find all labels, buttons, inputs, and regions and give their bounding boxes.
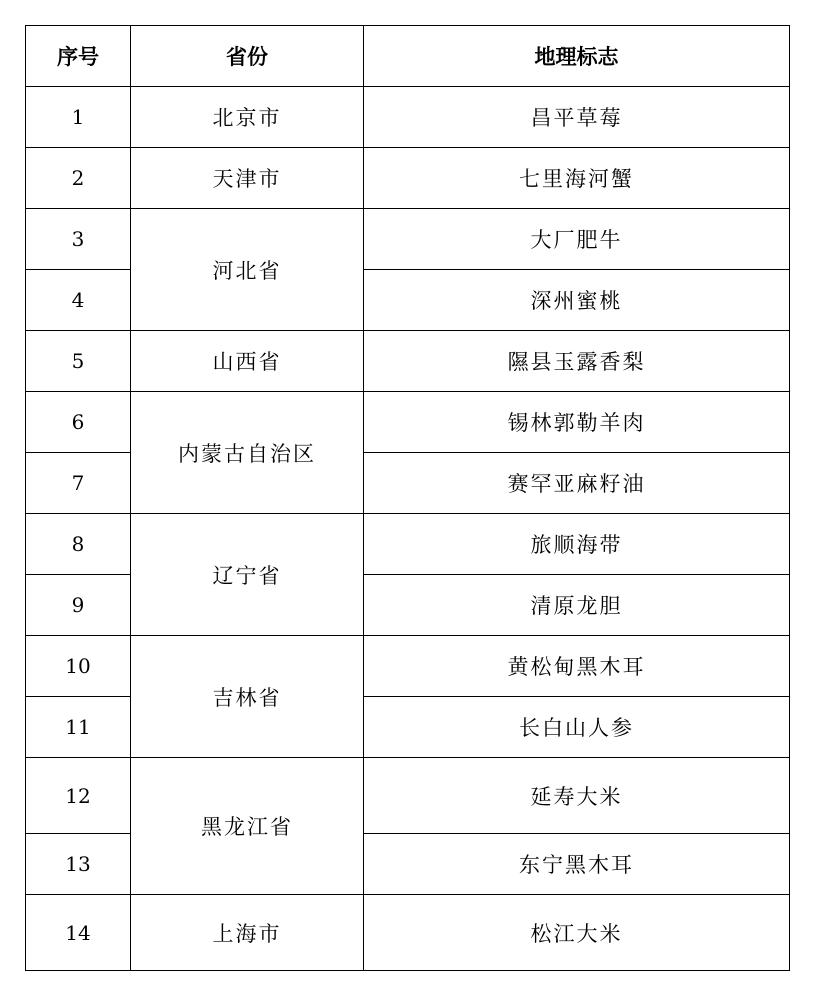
table-row	[26, 392, 790, 453]
row-no: 14	[26, 895, 131, 971]
row-no: 5	[26, 331, 131, 392]
row-mark: 大厂肥牛	[364, 209, 790, 270]
row-no: 4	[26, 270, 131, 331]
header-row	[26, 26, 790, 87]
row-province: 吉林省	[131, 636, 364, 758]
row-province: 天津市	[131, 148, 364, 209]
table-row	[26, 514, 790, 575]
row-no: 8	[26, 514, 131, 575]
row-mark: 赛罕亚麻籽油	[364, 453, 790, 514]
row-mark: 隰县玉露香梨	[364, 331, 790, 392]
row-no: 11	[26, 697, 131, 758]
row-mark: 清原龙胆	[364, 575, 790, 636]
header-province: 省份	[131, 26, 364, 87]
row-no: 10	[26, 636, 131, 697]
row-mark: 东宁黑木耳	[364, 834, 790, 895]
geographical-indication-table	[25, 25, 790, 971]
row-province: 上海市	[131, 895, 364, 971]
row-mark: 延寿大米	[364, 758, 790, 834]
row-province: 河北省	[131, 209, 364, 331]
header-no: 序号	[26, 26, 131, 87]
row-no: 12	[26, 758, 131, 834]
row-no: 2	[26, 148, 131, 209]
row-no: 13	[26, 834, 131, 895]
row-mark: 松江大米	[364, 895, 790, 971]
row-mark: 锡林郭勒羊肉	[364, 392, 790, 453]
row-province: 内蒙古自治区	[131, 392, 364, 514]
table-row	[26, 758, 790, 834]
table-row	[26, 636, 790, 697]
row-province: 黑龙江省	[131, 758, 364, 895]
row-province: 山西省	[131, 331, 364, 392]
table-row	[26, 148, 790, 209]
row-province: 辽宁省	[131, 514, 364, 636]
table-row	[26, 331, 790, 392]
row-no: 6	[26, 392, 131, 453]
table-row	[26, 895, 790, 971]
row-no: 1	[26, 87, 131, 148]
row-mark: 深州蜜桃	[364, 270, 790, 331]
row-no: 3	[26, 209, 131, 270]
row-mark: 长白山人参	[364, 697, 790, 758]
row-province: 北京市	[131, 87, 364, 148]
header-mark: 地理标志	[364, 26, 790, 87]
row-mark: 黄松甸黑木耳	[364, 636, 790, 697]
row-mark: 昌平草莓	[364, 87, 790, 148]
row-no: 7	[26, 453, 131, 514]
row-mark: 七里海河蟹	[364, 148, 790, 209]
table-row	[26, 87, 790, 148]
row-mark: 旅顺海带	[364, 514, 790, 575]
row-no: 9	[26, 575, 131, 636]
table-row	[26, 209, 790, 270]
